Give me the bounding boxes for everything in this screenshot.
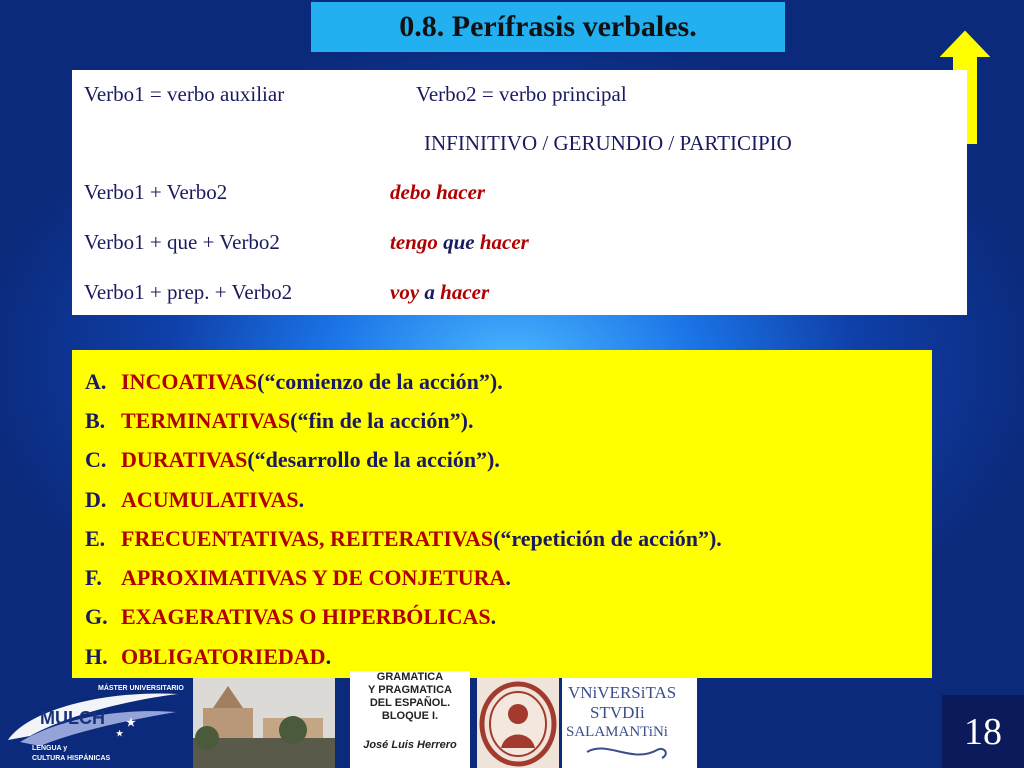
university-building-photo (193, 678, 335, 768)
category-description: . (490, 604, 497, 630)
category-name: FRECUENTATIVAS, REITERATIVAS (121, 525, 494, 551)
pattern-structure: Verbo1 + prep. + Verbo2 (84, 280, 293, 304)
star-icon: ★ (126, 717, 136, 729)
universitas-salamanca-logo (562, 678, 697, 768)
category-description: . (505, 565, 511, 591)
category-item (85, 519, 932, 558)
category-list (85, 362, 932, 676)
book-line: Y PRAGMATICA (368, 684, 452, 696)
category-name: OBLIGATORIEDAD (121, 643, 326, 669)
verbo2-definition: Verbo2 = verbo principal (416, 82, 627, 106)
category-letter: G. (85, 604, 108, 630)
book-line: GRAMATICA (376, 671, 444, 683)
category-letter: H. (85, 643, 108, 669)
category-item (85, 637, 932, 676)
university-seal-icon (477, 678, 559, 768)
category-item (85, 441, 932, 480)
category-letter: C. (85, 447, 107, 473)
example-connector: que (437, 230, 480, 254)
category-item (85, 558, 932, 597)
category-item (85, 401, 932, 440)
category-description: (“repetición de acción”). (493, 525, 722, 551)
category-description: (“desarrollo de la acción”). (247, 447, 500, 473)
pattern-structure: Verbo1 + Verbo2 (84, 180, 228, 204)
category-letter: B. (85, 407, 106, 433)
book-line: DEL ESPAÑOL. (369, 697, 451, 709)
univ-line-2: STVDIi (590, 703, 645, 722)
example-verb2: hacer (440, 280, 490, 304)
pattern-example (390, 230, 529, 255)
slide-title: 0.8. Perífrasis verbales. (311, 2, 785, 52)
example-verb1: debo hacer (390, 180, 486, 204)
category-name: EXAGERATIVAS O HIPERBÓLICAS (121, 604, 491, 630)
course-book-cover (350, 671, 470, 768)
category-name: TERMINATIVAS (121, 407, 291, 433)
example-verb1: tengo (390, 230, 438, 254)
category-description: (“comienzo de la acción”). (257, 368, 503, 394)
verbo1-definition: Verbo1 = verbo auxiliar (84, 82, 285, 106)
star-icon: ★ (116, 729, 124, 738)
page-number: 18 (942, 695, 1024, 768)
footer-bar (0, 671, 1024, 768)
univ-line-3: SALAMANTiNi (566, 724, 668, 740)
pattern-structure: Verbo1 + que + Verbo2 (84, 230, 280, 254)
example-verb2: hacer (479, 230, 529, 254)
mulch-subtitle-1: LENGUA y (32, 745, 68, 752)
mulch-subtitle-2: CULTURA HISPÁNICAS (32, 755, 111, 762)
univ-line-1: VNiVERSiTAS (568, 683, 677, 702)
category-name: ACUMULATIVAS (121, 486, 299, 512)
verb-forms: INFINITIVO / GERUNDIO / PARTICIPIO (424, 131, 792, 155)
categories-panel (72, 350, 932, 678)
mulch-wordmark: MULCH (40, 708, 105, 728)
category-item (85, 362, 932, 401)
category-name: DURATIVAS (121, 447, 248, 473)
pattern-example (390, 180, 485, 205)
mulch-logo (0, 678, 190, 768)
category-description: . (325, 643, 332, 669)
category-item (85, 598, 932, 637)
category-letter: F. (85, 565, 102, 591)
category-item (85, 480, 932, 519)
category-name: INCOATIVAS (121, 368, 258, 394)
master-label: MÁSTER UNIVERSITARIO (98, 685, 184, 692)
category-letter: A. (85, 368, 107, 394)
category-description: . (298, 486, 305, 512)
definitions-panel (72, 70, 967, 315)
category-description: (“fin de la acción”). (290, 407, 474, 433)
category-name: APROXIMATIVAS Y DE CONJETURA (121, 565, 506, 591)
category-letter: D. (85, 486, 107, 512)
pattern-example (390, 280, 489, 305)
book-author: José Luis Herrero (363, 739, 457, 751)
example-connector: a (419, 280, 441, 304)
book-line: BLOQUE I. (381, 710, 439, 722)
category-letter: E. (85, 525, 106, 551)
example-verb1: voy (390, 280, 420, 304)
